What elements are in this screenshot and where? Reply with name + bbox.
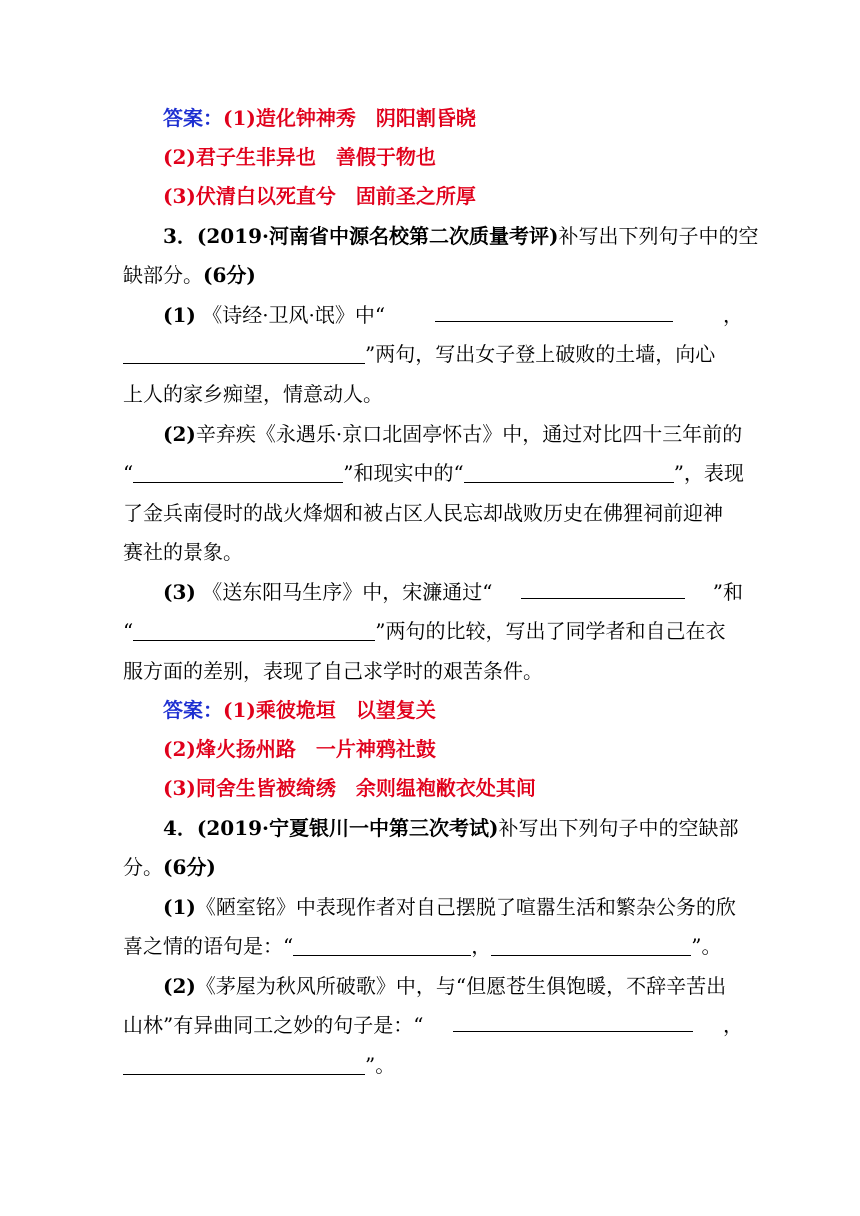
q3-part-2-line-3: 了金兵南侵时的战火烽烟和被占区人民忘却战败历史在佛狸祠前迎神 xyxy=(123,501,723,525)
q3-part-2-line-1 xyxy=(163,420,783,448)
question-3-stem xyxy=(163,222,783,250)
part-text: ”和现实中的“ xyxy=(343,461,464,485)
question-stem: 补写出下列句子中的空缺部 xyxy=(498,816,739,840)
part-number: (2) xyxy=(163,974,196,998)
q4-part-1-line-1 xyxy=(163,893,783,921)
question-stem: 补写出下列句子中的空 xyxy=(558,224,759,248)
part-text: 辛弃疾《永遇乐·京口北固亭怀古》中，通过对比四十三年前的 xyxy=(195,422,743,446)
part-text: ”。 xyxy=(365,1053,396,1077)
q3-part-2-line-2 xyxy=(123,459,743,487)
part-text: 《陋室铭》中表现作者对自己摆脱了喧嚣生活和繁杂公务的欣 xyxy=(195,895,736,919)
question-4-stem xyxy=(163,814,783,842)
q3-part-1-line-3: 上人的家乡痴望，情意动人。 xyxy=(123,382,383,406)
answer-blank[interactable] xyxy=(453,1011,693,1032)
q3-part-1-line-2 xyxy=(123,340,743,368)
part-text: 《诗经·卫风·氓》中“ xyxy=(202,303,386,327)
question-number: 4． xyxy=(163,816,197,840)
q4-part-2-line-1 xyxy=(163,972,783,1000)
part-text: “ xyxy=(123,619,134,643)
part-text: “ xyxy=(123,461,134,485)
q4-part-2-line-2 xyxy=(123,1011,743,1039)
part-text: ”。 xyxy=(691,934,722,958)
part-text: ”，表现 xyxy=(673,461,744,485)
answer-blank[interactable] xyxy=(123,1054,365,1075)
question-3-stem-cont xyxy=(123,261,743,289)
part-text: ”和 xyxy=(712,580,743,604)
q4-part-2-line-3 xyxy=(123,1051,743,1079)
answer-blank[interactable] xyxy=(464,462,674,483)
answer-blank[interactable] xyxy=(293,935,471,956)
answer-label: 答案： xyxy=(163,106,223,130)
q3-part-2-line-4: 赛社的景象。 xyxy=(123,540,243,564)
part-text: ， xyxy=(722,1013,743,1037)
part-text: ”两句，写出女子登上破败的土墙，向心 xyxy=(365,342,716,366)
part-text: 山林”有异曲同工之妙的句子是：“ xyxy=(123,1013,424,1037)
answer-text: (1)乘彼垝垣 以望复关 xyxy=(223,698,436,722)
question-4-stem-cont xyxy=(123,853,743,881)
q3-part-1-line-1 xyxy=(163,301,743,329)
answer-blank[interactable] xyxy=(123,343,365,364)
question-number: 3． xyxy=(163,224,197,248)
part-text: 《送东阳马生序》中，宋濂通过“ xyxy=(202,580,493,604)
question-score: (6分) xyxy=(203,263,256,287)
part-text: 《茅屋为秋风所破歌》中，与“但愿苍生俱饱暖，不辞辛苦出 xyxy=(195,974,727,998)
answer-line-3: (3)伏清白以死直兮 固前圣之所厚 xyxy=(163,184,476,208)
part-number: (3) xyxy=(163,580,196,604)
part-number: (2) xyxy=(163,422,196,446)
q4-part-1-line-2 xyxy=(123,932,743,960)
answer-blank[interactable] xyxy=(521,578,685,599)
answer-line-3: (3)同舍生皆被绮绣 余则缊袍敝衣处其间 xyxy=(163,776,536,800)
answer-line-1 xyxy=(163,696,783,724)
question-score: (6分) xyxy=(163,855,216,879)
answer-blank[interactable] xyxy=(133,462,343,483)
q3-part-3-line-3: 服方面的差别，表现了自己求学时的艰苦条件。 xyxy=(123,659,543,683)
part-text: ， xyxy=(471,934,492,958)
answer-blank[interactable] xyxy=(435,301,673,322)
question-stem-cont: 分。 xyxy=(123,855,163,879)
question-source: (2019·河南省中源名校第二次质量考评) xyxy=(196,224,559,248)
answer-text: (1)造化钟神秀 阴阳割昏晓 xyxy=(223,106,476,130)
answer-line-2: (2)烽火扬州路 一片神鸦社鼓 xyxy=(163,737,436,761)
question-stem-cont: 缺部分。 xyxy=(123,263,203,287)
q3-part-3-line-1 xyxy=(163,578,743,606)
part-text: ， xyxy=(723,303,743,327)
question-source: (2019·宁夏银川一中第三次考试) xyxy=(196,816,499,840)
answer-label: 答案： xyxy=(163,698,223,722)
part-text: 喜之情的语句是：“ xyxy=(123,934,294,958)
answer-blank[interactable] xyxy=(491,935,691,956)
answer-blank[interactable] xyxy=(133,620,375,641)
part-number: (1) xyxy=(163,303,196,327)
q3-part-3-line-2 xyxy=(123,617,743,645)
answer-line-1 xyxy=(163,104,783,132)
part-text: ”两句的比较，写出了同学者和自己在衣 xyxy=(375,619,726,643)
answer-line-2: (2)君子生非异也 善假于物也 xyxy=(163,145,436,169)
part-number: (1) xyxy=(163,895,196,919)
